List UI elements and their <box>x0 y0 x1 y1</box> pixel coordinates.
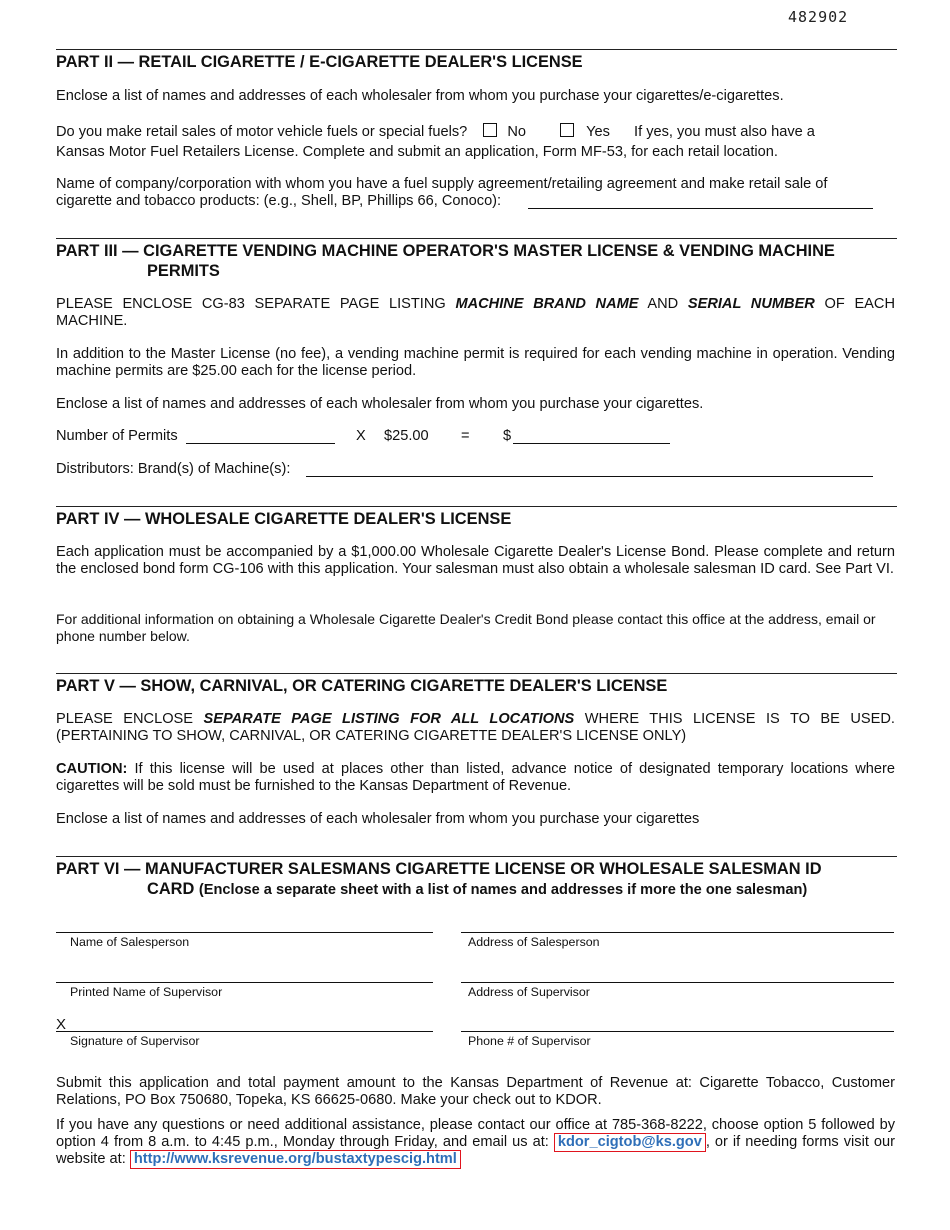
printed-supervisor-field[interactable] <box>56 982 433 983</box>
part6-heading-card: CARD <box>147 880 195 898</box>
fuel-note-continued: Kansas Motor Fuel Retailers License. Complete and submit an application, Form MF-53, for each retail location. <box>56 144 778 160</box>
yes-checkbox[interactable] <box>560 123 574 137</box>
part2-heading: PART II — RETAIL CIGARETTE / E-CIGARETTE DEALER'S LICENSE <box>56 53 583 71</box>
permits-label: Number of Permits <box>56 428 178 444</box>
part3-heading: PART III — CIGARETTE VENDING MACHINE OPERATOR'S MASTER LICENSE & VENDING MACHINE <box>56 242 835 260</box>
fuel-note: If yes, you must also have a <box>634 124 815 140</box>
submit-instructions: Submit this application and total payment amount to the Kansas Department of Revenue at: Cigarette Tobacco, Customer Relations, PO Box 750680, Topeka, KS 66625-0680. Make your check out to KDOR. <box>56 1075 895 1108</box>
no-label: No <box>507 124 527 140</box>
yes-label: Yes <box>586 124 610 140</box>
part5-wholesaler-paragraph: Enclose a list of names and addresses of each wholesaler from whom you purchase your cigarettes <box>56 811 700 827</box>
enclose-text: PLEASE ENCLOSE CG-83 SEPARATE PAGE LISTING <box>56 296 446 312</box>
signature-supervisor-label: Signature of Supervisor <box>70 1034 200 1048</box>
part4-credit-bond-paragraph: For additional information on obtaining a Wholesale Cigarette Dealer's Credit Bond please contact this office at the address, email or phone number below. <box>56 611 876 644</box>
signature-supervisor-field[interactable] <box>56 1031 433 1032</box>
name-salesperson-label: Name of Salesperson <box>70 935 190 949</box>
enclose-and: AND <box>647 296 679 312</box>
fuel-question-row <box>56 123 895 141</box>
contact-paragraph <box>56 1117 895 1168</box>
part2-paragraph: Enclose a list of names and addresses of each wholesaler from whom you purchase your cigarettes/e-cigarettes. <box>56 88 784 104</box>
part6-heading: PART VI — MANUFACTURER SALESMANS CIGARETTE LICENSE OR WHOLESALE SALESMAN ID <box>56 860 822 878</box>
part5-heading: PART V — SHOW, CARNIVAL, OR CATERING CIGARETTE DEALER'S LICENSE <box>56 677 668 695</box>
contact-text: If you have any questions or need additional assistance, please contact our office at 785-368-8222, choose option 5 followed by option 4 from 8 a.m. to 4:45 p.m., Monday through Friday, and email us at: <box>56 1117 895 1150</box>
signature-x-mark: X <box>56 1016 67 1033</box>
dollar-sign: $ <box>503 428 512 444</box>
address-salesperson-label: Address of Salesperson <box>468 935 600 949</box>
part3-heading-cont: PERMITS <box>147 262 220 280</box>
part6-heading-note: (Enclose a separate sheet with a list of names and addresses if more the one salesman) <box>198 882 808 898</box>
section-divider <box>56 49 897 50</box>
enclose-text: PLEASE ENCLOSE <box>56 711 194 727</box>
brands-label: Distributors: Brand(s) of Machine(s): <box>56 461 291 477</box>
address-supervisor-label: Address of Supervisor <box>468 985 590 999</box>
phone-supervisor-label: Phone # of Supervisor <box>468 1034 591 1048</box>
enclose-tail: OF EACH MACHINE. <box>56 296 895 329</box>
equals-sign: = <box>461 428 470 444</box>
machine-brand-name-emphasis: MACHINE BRAND NAME <box>455 296 639 312</box>
permits-total-field[interactable] <box>513 443 670 444</box>
part6-heading-cont <box>147 879 807 900</box>
caution-text: If this license will be used at places other than listed, advance notice of designated temporary locations where cigarettes will be sold must be furnished to the Kansas Department of Revenue. <box>56 761 896 794</box>
form-number: 482902 <box>788 8 849 26</box>
email-link[interactable]: kdor_cigtob@ks.gov <box>554 1133 706 1152</box>
times-sign: X <box>356 428 366 444</box>
section-divider <box>56 856 897 857</box>
separate-page-emphasis: SEPARATE PAGE LISTING FOR ALL LOCATIONS <box>203 711 575 727</box>
fuel-company-prompt: Name of company/corporation with whom you have a fuel supply agreement/retailing agreement and make retail sale of <box>56 176 828 192</box>
fuel-company-prompt-cont: cigarette and tobacco products: (e.g., Shell, BP, Phillips 66, Conoco): <box>56 193 502 209</box>
address-supervisor-field[interactable] <box>461 982 894 983</box>
part3-permit-paragraph: In addition to the Master License (no fee), a vending machine permit is required for each vending machine in operation. Vending machine permits are $25.00 each for the license period. <box>56 346 895 379</box>
part3-wholesaler-paragraph: Enclose a list of names and addresses of each wholesaler from whom you purchase your cigarettes. <box>56 396 704 412</box>
serial-number-emphasis: SERIAL NUMBER <box>687 296 815 312</box>
printed-supervisor-label: Printed Name of Supervisor <box>70 985 223 999</box>
part3-enclose-instruction <box>56 296 895 330</box>
fuel-question: Do you make retail sales of motor vehicle fuels or special fuels? <box>56 124 468 140</box>
part5-enclose-instruction <box>56 711 895 745</box>
part4-bond-paragraph: Each application must be accompanied by a $1,000.00 Wholesale Cigarette Dealer's License Bond. Please complete and return the enclosed bond form CG-106 with this application. Your salesman must also obtain a wholesale salesman ID card. See Part VI. <box>56 544 895 577</box>
no-checkbox[interactable] <box>483 123 497 137</box>
address-salesperson-field[interactable] <box>461 932 894 933</box>
name-salesperson-field[interactable] <box>56 932 433 933</box>
section-divider <box>56 506 897 507</box>
contact-text-cont: , or if needing forms visit our website at: <box>56 1134 895 1167</box>
enclose-tail: WHERE THIS LICENSE IS TO BE USED. (PERTAINING TO SHOW, CARNIVAL, OR CATERING CIGARETTE DEALER'S LICENSE ONLY) <box>56 711 895 744</box>
permit-price: $25.00 <box>384 428 429 444</box>
part5-caution <box>56 761 895 795</box>
brands-field[interactable] <box>306 476 873 477</box>
website-link[interactable]: http://www.ksrevenue.org/bustaxtypescig.html <box>130 1150 461 1169</box>
permits-count-field[interactable] <box>186 443 335 444</box>
fuel-company-field[interactable] <box>528 208 873 209</box>
section-divider <box>56 238 897 239</box>
part4-heading: PART IV — WHOLESALE CIGARETTE DEALER'S LICENSE <box>56 510 512 528</box>
caution-label: CAUTION: <box>56 761 128 777</box>
section-divider <box>56 673 897 674</box>
phone-supervisor-field[interactable] <box>461 1031 894 1032</box>
